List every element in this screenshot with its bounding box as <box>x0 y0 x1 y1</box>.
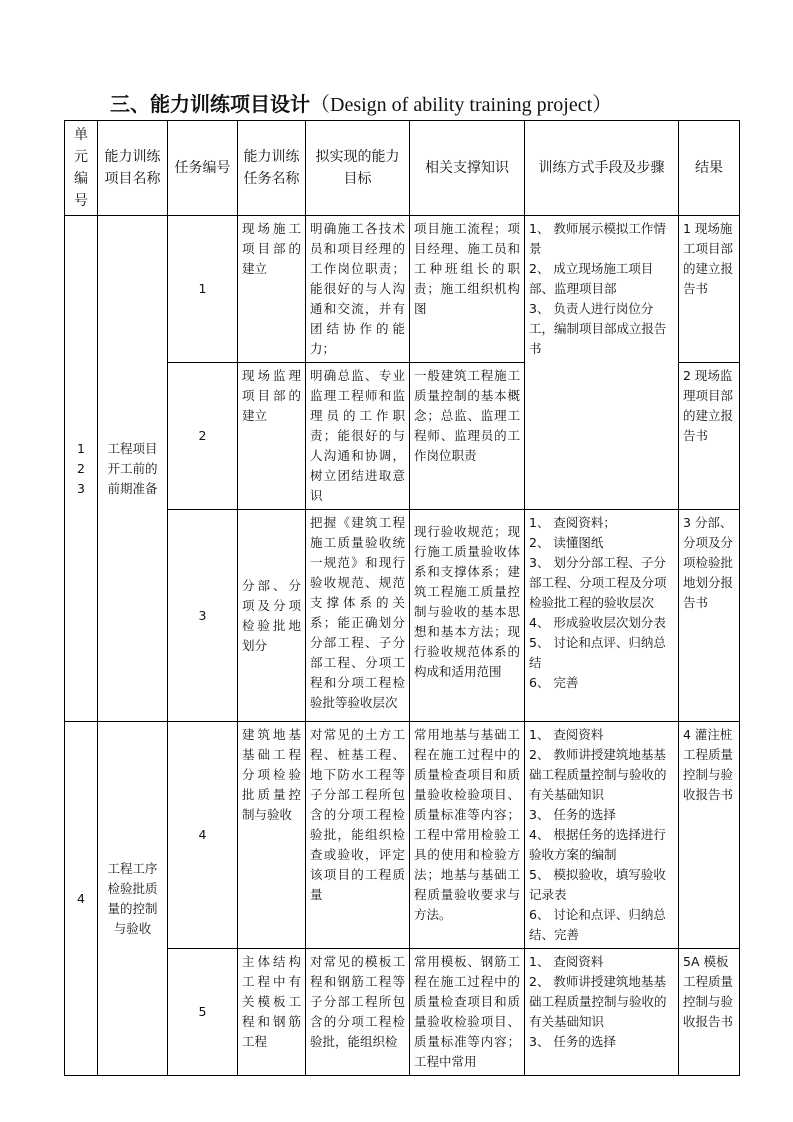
header-goal: 拟实现的能力目标 <box>306 121 410 216</box>
header-row <box>65 121 740 216</box>
header-unit: 单元编号 <box>65 121 98 216</box>
support-knowledge: 项目施工流程；项目经理、施工员和工种班组长的职责；施工组织机构图 <box>410 216 525 363</box>
result: 2 现场监理项目部的建立报告书 <box>679 363 740 510</box>
task-number: 2 <box>168 363 238 510</box>
header-knowledge: 相关支撑知识 <box>410 121 525 216</box>
result: 5A 模板工程质量控制与验收报告书 <box>679 949 740 1076</box>
result: 4 灌注桩工程质量控制与验收报告书 <box>679 722 740 949</box>
ability-goal: 把握《建筑工程施工质量验收统一规范》和现行验收规范、规范支撑体系的关系；能正确划分分部工程、子分部工程、分项工程和分项工程检验批等验收层次 <box>306 510 410 722</box>
table-row <box>65 722 740 949</box>
task-name: 建筑地基基础工程分项检验批质量控制与验收 <box>238 722 306 949</box>
ability-goal: 明确施工各技术员和项目经理的工作岗位职责；能很好的与人沟通和交流，并有团结协作的能力； <box>306 216 410 363</box>
support-knowledge: 常用地基与基础工程在施工过程中的质量检查项目和质量验收检验项目、质量标准等内容；工程中常用检验工具的使用和检验方法；地基与基础工程质量验收要求与方法。 <box>410 722 525 949</box>
result: 1 现场施工项目部的建立报告书 <box>679 216 740 363</box>
section-title-chinese: 三、能力训练项目设计 <box>110 92 310 116</box>
training-steps: 1、 查阅资料 2、 教师讲授建筑地基基础工程质量控制与验收的有关基础知识 3、 任务的选择 4、 根据任务的选择进行验收方案的编制 5、 模拟验收，填写验收记录表 6、 讨论和点评、归纳总结、完善 <box>525 722 679 949</box>
task-name: 主体结构工程中有关模板工程和钢筋工程 <box>238 949 306 1076</box>
task-number: 4 <box>168 722 238 949</box>
unit-number: 1 2 3 <box>65 216 98 722</box>
section-title-english: （Design of ability training project） <box>310 94 613 116</box>
task-name: 分部、分项及分项检验批地划分 <box>238 510 306 722</box>
task-number: 3 <box>168 510 238 722</box>
ability-goal: 对常见的模板工程和钢筋工程等子分部工程所包含的分项工程检验批，能组织检 <box>306 949 410 1076</box>
task-number: 1 <box>168 216 238 363</box>
header-method: 训练方式手段及步骤 <box>525 121 679 216</box>
project-name: 工程工序检验批质量的控制与验收 <box>98 722 168 1076</box>
unit-number: 4 <box>65 722 98 1076</box>
header-task-no: 任务编号 <box>168 121 238 216</box>
header-result: 结果 <box>679 121 740 216</box>
task-name: 现场施工项目部的建立 <box>238 216 306 363</box>
header-task: 能力训练任务名称 <box>238 121 306 216</box>
table-row <box>65 216 740 363</box>
training-steps: 1、 查阅资料 2、 教师讲授建筑地基基础工程质量控制与验收的有关基础知识 3、 任务的选择 <box>525 949 679 1076</box>
support-knowledge: 一般建筑工程施工质量控制的基本概念；总监、监理工程师、监理员的工作岗位职责 <box>410 363 525 510</box>
ability-goal: 对常见的土方工程、桩基工程、地下防水工程等子分部工程所包含的分项工程检验批，能组织检查或验收，评定该项目的工程质量 <box>306 722 410 949</box>
task-number: 5 <box>168 949 238 1076</box>
section-title <box>110 88 612 117</box>
support-knowledge: 现行验收规范；现行施工质量验收体系和支撑体系；建筑工程施工质量控制与验收的基本思想和基本方法；现行验收规范体系的构成和适用范围 <box>410 510 525 722</box>
support-knowledge: 常用模板、钢筋工程在施工过程中的质量检查项目和质量验收检验项目、质量标准等内容；工程中常用 <box>410 949 525 1076</box>
project-name: 工程项目开工前的前期准备 <box>98 216 168 722</box>
training-steps: 1、 教师展示模拟工作情景 2、 成立现场施工项目部、监理项目部 3、 负责人进行岗位分工，编制项目部成立报告书 <box>525 216 679 510</box>
result: 3 分部、分项及分项检验批地划分报告书 <box>679 510 740 722</box>
training-project-table <box>64 120 740 1076</box>
task-name: 现场监理项目部的建立 <box>238 363 306 510</box>
ability-goal: 明确总监、专业监理工程师和监理员的工作职责；能很好的与人沟通和协调，树立团结进取意识 <box>306 363 410 510</box>
training-steps: 1、 查阅资料； 2、 读懂图纸 3、 划分分部工程、子分部工程、分项工程及分项检验批工程的验收层次 4、 形成验收层次划分表 5、 讨论和点评、归纳总结 6、 完善 <box>525 510 679 722</box>
header-project: 能力训练项目名称 <box>98 121 168 216</box>
